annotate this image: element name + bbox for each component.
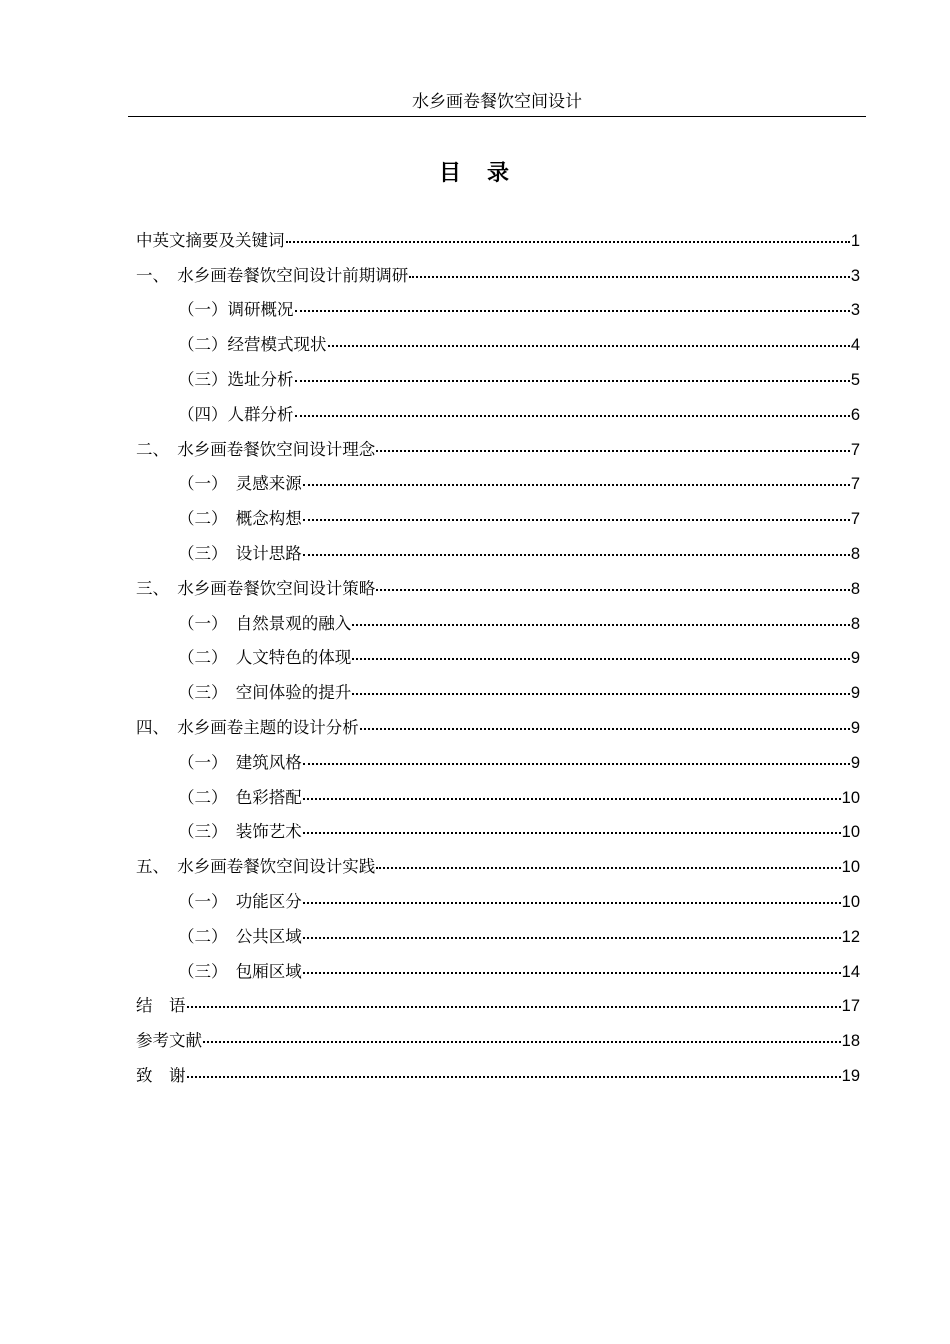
toc-title: 目 录 — [438, 161, 511, 186]
header-title: 水乡画卷餐饮空间设计 — [412, 92, 582, 112]
toc-entry-text: （二） 公共区域 — [178, 926, 302, 946]
toc-leader-dots — [376, 867, 840, 869]
toc-entry[interactable] — [136, 286, 860, 321]
toc-page-number: 14 — [841, 962, 860, 981]
toc-entry-text: （二） 人文特色的体现 — [178, 648, 352, 668]
toc-page-number: 10 — [841, 858, 860, 877]
toc-leader-dots — [303, 519, 850, 521]
toc-page-number: 19 — [841, 1066, 860, 1085]
toc-entry-text: 结 语 — [136, 996, 186, 1016]
toc-entry[interactable] — [136, 842, 860, 877]
toc-entry-text: 二、 水乡画卷餐饮空间设计理念 — [136, 439, 376, 459]
toc-entry[interactable] — [136, 738, 860, 773]
toc-entry-text: 三、 水乡画卷餐饮空间设计策略 — [136, 578, 376, 598]
toc-entry-text: 参考文献 — [136, 1031, 202, 1051]
toc-entry-text: （一） 自然景观的融入 — [178, 613, 352, 633]
toc-entry-text: （二） 概念构想 — [178, 509, 302, 529]
toc-leader-dots — [295, 415, 850, 417]
toc-entry[interactable] — [136, 947, 860, 982]
toc-page-number: 5 — [850, 370, 860, 389]
toc-page-number: 4 — [850, 336, 860, 355]
toc-leader-dots — [376, 589, 850, 591]
toc-entry-text: （二） 色彩搭配 — [178, 787, 302, 807]
toc-entry-text: （三） 空间体验的提升 — [178, 683, 352, 703]
toc-entry-text: 一、 水乡画卷餐饮空间设计前期调研 — [136, 265, 409, 285]
toc-leader-dots — [303, 902, 841, 904]
toc-page-number: 8 — [850, 544, 860, 563]
toc-entry[interactable] — [136, 529, 860, 564]
toc-page-number: 10 — [841, 823, 860, 842]
toc-page-number: 7 — [850, 510, 860, 529]
toc-entry[interactable] — [136, 216, 860, 251]
toc-page-number: 9 — [850, 649, 860, 668]
toc-page-number: 9 — [850, 684, 860, 703]
toc-entry[interactable] — [136, 982, 860, 1017]
toc-leader-dots — [352, 693, 850, 695]
toc-entry-text: 致 谢 — [136, 1065, 186, 1085]
toc-leader-dots — [295, 380, 850, 382]
toc-leader-dots — [352, 658, 850, 660]
toc-entry[interactable] — [136, 773, 860, 808]
toc-leader-dots — [303, 937, 841, 939]
toc-leader-dots — [203, 1041, 841, 1043]
toc-entry[interactable] — [136, 320, 860, 355]
toc-page-number: 10 — [841, 788, 860, 807]
toc-entry-text: 四、 水乡画卷主题的设计分析 — [136, 717, 359, 737]
toc-page-number: 3 — [850, 266, 860, 285]
toc-page-number: 1 — [850, 231, 860, 250]
table-of-contents — [136, 216, 860, 1086]
toc-entry-text: （一） 建筑风格 — [178, 752, 302, 772]
toc-page-number: 10 — [841, 892, 860, 911]
toc-page-number: 3 — [850, 301, 860, 320]
toc-entry-text: （四）人群分析 — [178, 404, 294, 424]
toc-leader-dots — [360, 728, 850, 730]
toc-entry[interactable] — [136, 912, 860, 947]
toc-page-number: 8 — [850, 579, 860, 598]
toc-entry[interactable] — [136, 599, 860, 634]
toc-entry[interactable] — [136, 1016, 860, 1051]
toc-entry-text: （一） 灵感来源 — [178, 474, 302, 494]
toc-leader-dots — [303, 798, 841, 800]
toc-page-number: 6 — [850, 405, 860, 424]
toc-entry[interactable] — [136, 877, 860, 912]
toc-leader-dots — [187, 1076, 841, 1078]
toc-leader-dots — [303, 972, 841, 974]
toc-page-number: 7 — [850, 475, 860, 494]
toc-leader-dots — [286, 241, 850, 243]
toc-page-number: 9 — [850, 753, 860, 772]
toc-leader-dots — [303, 832, 841, 834]
toc-entry-text: 五、 水乡画卷餐饮空间设计实践 — [136, 857, 376, 877]
toc-leader-dots — [303, 763, 850, 765]
toc-entry[interactable] — [136, 668, 860, 703]
toc-page-number: 12 — [841, 927, 860, 946]
toc-entry[interactable] — [136, 460, 860, 495]
toc-page-number: 17 — [841, 997, 860, 1016]
toc-entry[interactable] — [136, 1051, 860, 1086]
toc-page-number: 7 — [850, 440, 860, 459]
toc-leader-dots — [409, 276, 850, 278]
toc-leader-dots — [328, 345, 850, 347]
toc-entry-text: （三）选址分析 — [178, 369, 294, 389]
toc-leader-dots — [376, 450, 850, 452]
toc-entry[interactable] — [136, 390, 860, 425]
toc-entry-text: （三） 包厢区域 — [178, 961, 302, 981]
toc-entry-text: （一） 功能区分 — [178, 891, 302, 911]
toc-entry[interactable] — [136, 703, 860, 738]
page-header — [128, 90, 866, 117]
toc-entry-text: 中英文摘要及关键词 — [136, 230, 285, 250]
toc-entry-text: （三） 设计思路 — [178, 543, 302, 563]
toc-page-number: 9 — [850, 718, 860, 737]
toc-entry-text: （三） 装饰艺术 — [178, 822, 302, 842]
toc-entry[interactable] — [136, 355, 860, 390]
toc-entry[interactable] — [136, 494, 860, 529]
toc-entry-text: （一）调研概况 — [178, 300, 294, 320]
toc-page-number: 8 — [850, 614, 860, 633]
toc-entry[interactable] — [136, 425, 860, 460]
toc-leader-dots — [352, 624, 850, 626]
toc-leader-dots — [303, 484, 850, 486]
toc-entry[interactable] — [136, 808, 860, 843]
toc-leader-dots — [187, 1006, 841, 1008]
toc-page-number: 18 — [841, 1032, 860, 1051]
toc-entry-text: （二）经营模式现状 — [178, 335, 327, 355]
toc-entry[interactable] — [136, 564, 860, 599]
toc-leader-dots — [295, 310, 850, 312]
toc-entry[interactable] — [136, 251, 860, 286]
toc-entry[interactable] — [136, 634, 860, 669]
toc-leader-dots — [303, 554, 850, 556]
